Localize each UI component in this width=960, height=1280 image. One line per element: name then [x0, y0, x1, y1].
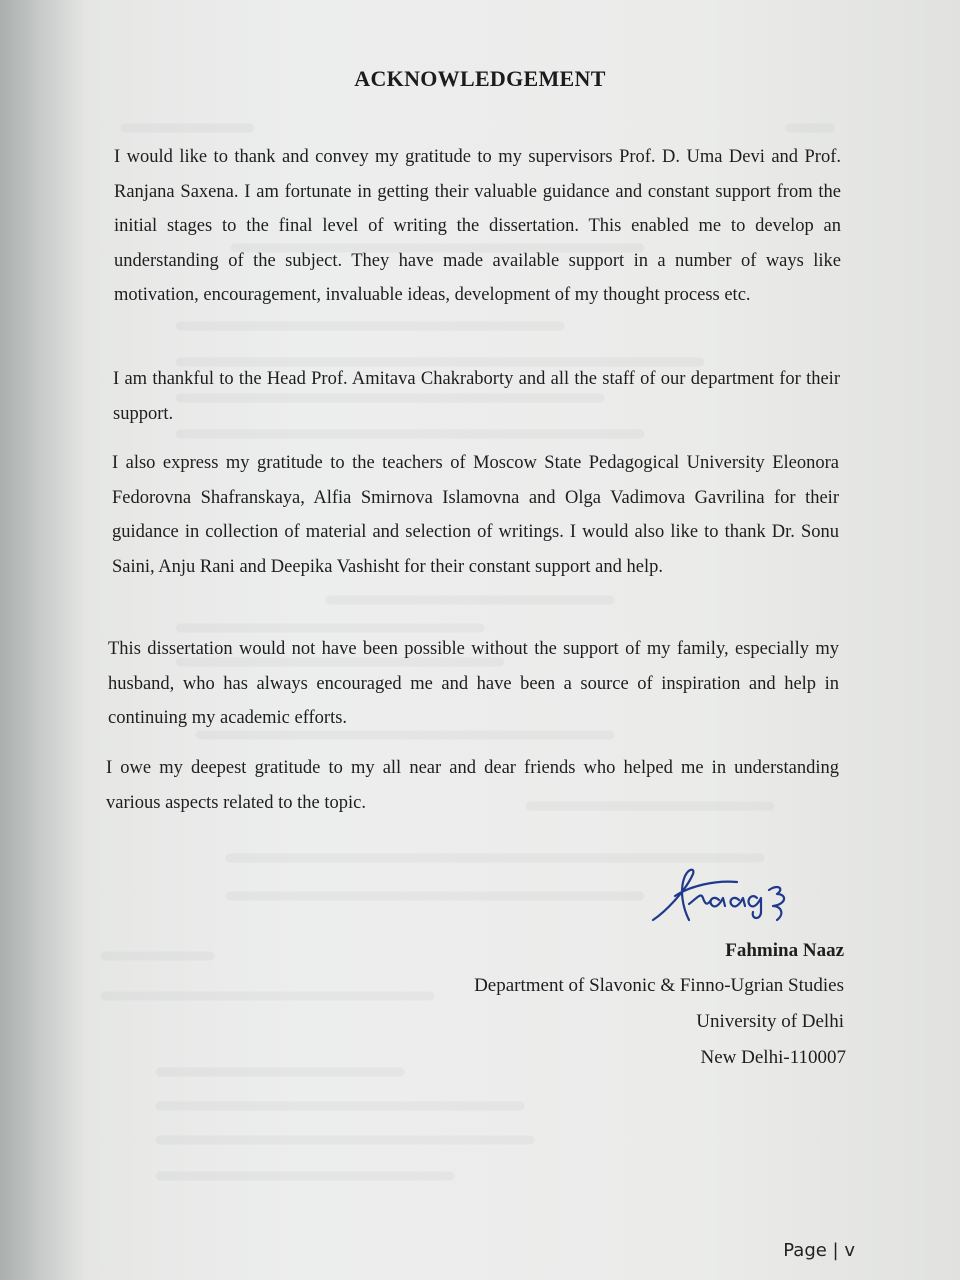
paragraph-family: This dissertation would not have been possible without the support of my family, especially my husband, who has always encouraged me and have been a source of inspiration and help in continuing my academic efforts.: [108, 639, 839, 728]
author-department: Department of Slavonic & Finno-Ugrian Studies: [474, 975, 844, 996]
paragraph-friends: I owe my deepest gratitude to my all near and dear friends who helped me in understanding various aspects related to the topic.: [106, 758, 839, 813]
page-number: Page | v: [783, 1240, 855, 1261]
page-title: ACKNOWLEDGEMENT: [354, 66, 606, 91]
paragraph-supervisors: I would like to thank and convey my gratitude to my supervisors Prof. D. Uma Devi and Prof. Ranjana Saxena. I am fortunate in getting their valuable guidance and constant support from the initial stages to the final level of writing the dissertation. This enabled me to develop an understanding of the subject. They have made available support in a number of ways like motivation, encouragement, invaluable ideas, development of my thought process etc.: [114, 147, 841, 305]
binding-shadow: [0, 0, 85, 1280]
paragraph-department: I am thankful to the Head Prof. Amitava Chakraborty and all the staff of our department for their support.: [113, 369, 840, 424]
author-name: Fahmina Naaz: [725, 940, 844, 961]
handwritten-signature: [645, 862, 815, 932]
author-city: New Delhi-110007: [700, 1047, 846, 1068]
author-university: University of Delhi: [696, 1011, 844, 1032]
paragraph-teachers: I also express my gratitude to the teachers of Moscow State Pedagogical University Eleonora Fedorovna Shafranskaya, Alfia Smirnova Islamovna and Olga Vadimova Gavrilina for their guidance in collection of material and selection of writings. I would also like to thank Dr. Sonu Saini, Anju Rani and Deepika Vashisht for their constant support and help.: [112, 453, 839, 577]
